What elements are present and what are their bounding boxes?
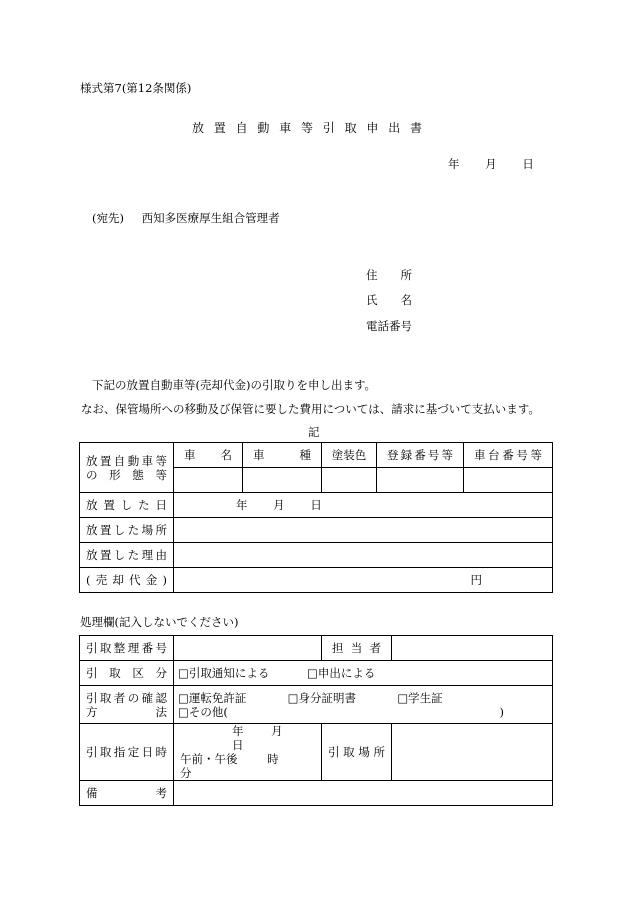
col-paint-color: 塗装色 [322,443,377,468]
pickup-datetime-label: 引取指定日時 [80,724,174,781]
body-line-1: 下記の放置自動車等(売却代金)の引取りを申し出ます。 [92,378,377,392]
sale-proceeds-field[interactable] [174,568,553,593]
col-registration-number: 登録番号等 [377,443,464,468]
applicant-name-label [366,292,412,308]
pickup-datetime-field[interactable] [174,724,322,781]
receipt-number-field[interactable] [174,636,322,661]
col-car-name: 車名 [174,443,243,468]
abandoned-reason-field[interactable] [174,543,553,568]
category-by-notice-checkbox[interactable]: □引取通知による [178,666,270,680]
pickup-ampm-label: 午前・午後 [180,752,238,766]
vehicle-form-label [80,443,174,493]
col-chassis-number: 車台番号等 [464,443,553,468]
car-name-field[interactable] [174,468,243,493]
pickup-day-label: 日 [232,738,244,752]
date-day-label: 日 [522,157,534,171]
processing-section-label: 処理欄(記入しないでください) [80,615,239,629]
document-title: 放置自動車等引取申出書 [192,121,432,135]
drivers-license-checkbox[interactable]: □運転免許証 [178,690,247,705]
chassis-number-field[interactable] [464,468,553,493]
remarks-label: 備考 [80,781,174,806]
form-number: 様式第7(第12条関係) [80,81,192,95]
vehicle-form-label-line1: 放置自動車等 [86,453,167,468]
pickup-month-label: 月 [271,724,283,738]
abandoned-place-label: 放置した場所 [80,518,174,543]
abandoned-year-label: 年 [236,498,248,512]
addressee-name: 西知多医療厚生組合管理者 [141,211,280,225]
col-car-type: 車種 [243,443,322,468]
abandoned-place-field[interactable] [174,518,553,543]
processing-table [79,635,553,806]
paint-color-field[interactable] [322,468,377,493]
abandoned-month-label: 月 [273,498,285,512]
sale-proceeds-label: (売却代金) [80,568,174,593]
pickup-year-label: 年 [232,724,244,738]
body-line-2: なお、保管場所への移動及び保管に要した費用については、請求に基づいて支払います。 [81,402,540,416]
remarks-field[interactable] [174,781,553,806]
application-date [448,156,534,172]
applicant-address-label [366,267,412,283]
pickup-category-options [174,661,553,686]
abandoned-day-label: 日 [310,498,322,512]
identity-confirm-label-line1: 引取者の確認 [86,690,167,705]
date-year-label: 年 [448,157,460,171]
abandoned-reason-label: 放置した理由 [80,543,174,568]
pickup-place-label: 引取場所 [322,724,392,781]
yen-unit: 円 [470,573,482,587]
address-label-text: 住所 [366,268,412,282]
vehicle-table [79,442,553,593]
student-id-checkbox[interactable]: □学生証 [397,690,443,705]
pickup-category-label: 引取区分 [80,661,174,686]
pickup-place-field[interactable] [392,724,553,781]
identity-confirm-options [174,686,553,724]
other-close-paren: ) [499,704,504,719]
category-by-request-checkbox[interactable]: □申出による [307,666,376,680]
car-type-field[interactable] [243,468,322,493]
receipt-number-label: 引取整理番号 [80,636,174,661]
identity-confirm-label [80,686,174,724]
identity-confirm-label-line2: 方法 [86,704,167,719]
other-checkbox[interactable]: □その他( [178,704,228,719]
pickup-hour-label: 時 [267,752,279,766]
abandoned-date-label: 放置した日 [80,493,174,518]
vehicle-form-label-line2: の形態等 [86,467,167,482]
pickup-minute-label: 分 [180,766,192,780]
staff-field[interactable] [392,636,553,661]
addressee [92,210,280,226]
registration-number-field[interactable] [377,468,464,493]
applicant-phone-label: 電話番号 [366,319,412,333]
name-label-text: 氏名 [366,293,412,307]
id-certificate-checkbox[interactable]: □身分証明書 [287,690,357,705]
staff-label: 担当者 [322,636,392,661]
addressee-to-label: (宛先) [92,211,124,225]
ki-label: 記 [308,425,320,439]
abandoned-date-field[interactable] [174,493,553,518]
date-month-label: 月 [485,157,497,171]
